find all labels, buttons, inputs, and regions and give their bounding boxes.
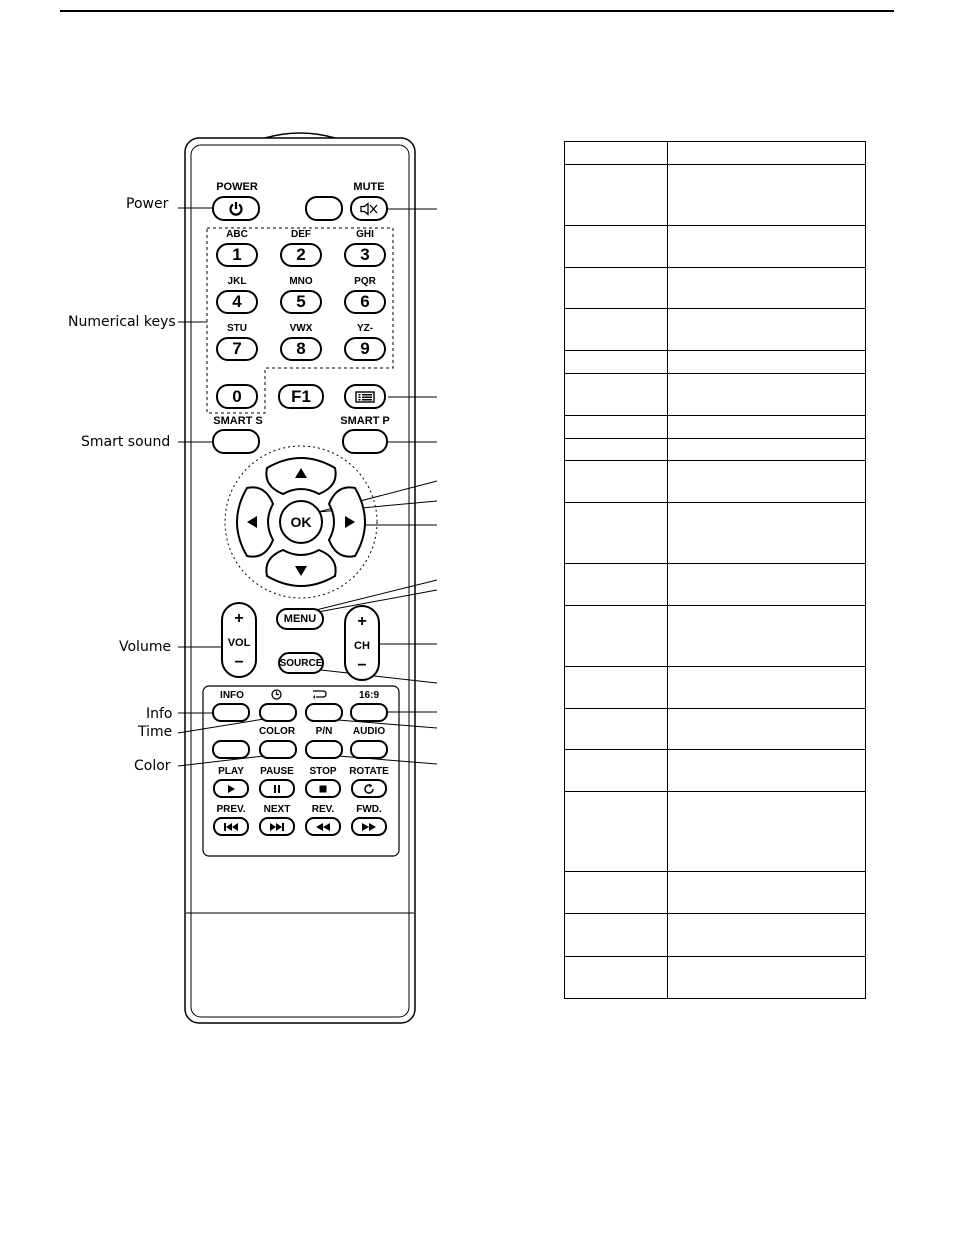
play-icon [226, 784, 236, 794]
letters-8: VWX [289, 323, 313, 334]
table-cell [668, 268, 866, 309]
table-cell [668, 750, 866, 792]
fwd-button[interactable] [351, 817, 387, 836]
letters-1: ABC [226, 229, 248, 240]
callout-color: Color [134, 758, 171, 774]
stop-icon [318, 784, 328, 794]
table-row [565, 709, 866, 750]
table-row [565, 226, 866, 268]
letters-3: GHI [356, 229, 374, 240]
list-icon [355, 391, 375, 403]
table-row [565, 872, 866, 914]
table-cell [565, 503, 668, 564]
rev-button[interactable] [305, 817, 341, 836]
callout-smart-sound: Smart sound [81, 434, 171, 450]
table-cell [565, 439, 668, 461]
key-0[interactable]: 0 [216, 384, 258, 409]
key-3[interactable]: 3 [344, 243, 386, 267]
smart-p-label: SMART P [340, 415, 390, 427]
volume-plus: + [234, 610, 244, 627]
table-row [565, 439, 866, 461]
list-button[interactable] [344, 384, 386, 409]
table-cell [668, 564, 866, 606]
table-row [565, 165, 866, 226]
next-icon [269, 822, 285, 832]
table-cell [668, 165, 866, 226]
color-label: COLOR [258, 726, 296, 737]
key-4[interactable]: 4 [216, 290, 258, 314]
table-row [565, 750, 866, 792]
key-6[interactable]: 6 [344, 290, 386, 314]
table-cell [565, 667, 668, 709]
callout-volume: Volume [119, 639, 172, 655]
table-cell [565, 750, 668, 792]
play-button[interactable] [213, 779, 249, 798]
table-cell [565, 957, 668, 999]
letters-6: PQR [354, 276, 376, 287]
table-cell [668, 309, 866, 351]
channel-plus: + [357, 613, 367, 630]
forward-icon [361, 822, 377, 832]
blank-top-button[interactable] [305, 196, 343, 221]
power-icon [228, 201, 244, 217]
info-label: INFO [220, 690, 244, 701]
table-row [565, 268, 866, 309]
table-cell [668, 709, 866, 750]
table-row [565, 503, 866, 564]
table-cell [565, 914, 668, 957]
stop-label: STOP [309, 766, 337, 777]
pause-icon [272, 784, 282, 794]
table-row [565, 142, 866, 165]
power-button[interactable] [212, 196, 260, 221]
rev-label: REV. [311, 804, 335, 815]
letters-2: DEF [291, 229, 311, 240]
fwd-label: FWD. [356, 804, 382, 815]
table-row [565, 957, 866, 999]
rewind-icon [315, 822, 331, 832]
callout-power: Power [126, 196, 169, 212]
table-cell [668, 374, 866, 416]
letters-4: JKL [227, 276, 247, 287]
aspect-button[interactable] [350, 703, 388, 722]
callout-numerical-keys: Numerical keys [68, 314, 176, 330]
table-row [565, 416, 866, 439]
info-button[interactable] [212, 703, 250, 722]
table-cell [565, 461, 668, 503]
callout-info: Info [146, 706, 173, 722]
return-icon [311, 689, 327, 699]
table-row [565, 374, 866, 416]
leader-source [321, 670, 437, 683]
table-cell [668, 461, 866, 503]
table-cell [668, 351, 866, 374]
clock-icon [271, 689, 282, 700]
mute-button[interactable] [350, 196, 388, 221]
table-cell [668, 439, 866, 461]
table-cell [565, 606, 668, 667]
table-cell [565, 872, 668, 914]
rotate-icon [363, 783, 375, 795]
table-cell [668, 914, 866, 957]
aspect-label: 16:9 [358, 690, 380, 701]
table-cell [565, 374, 668, 416]
channel-minus: − [357, 657, 367, 674]
blank-button[interactable] [212, 740, 250, 759]
key-9[interactable]: 9 [344, 337, 386, 361]
next-button[interactable] [259, 817, 295, 836]
table-cell [565, 142, 668, 165]
table-row [565, 606, 866, 667]
table-row [565, 914, 866, 957]
letters-7: STU [227, 323, 247, 334]
callout-time: Time [138, 724, 173, 740]
return-button[interactable] [305, 703, 343, 722]
audio-button[interactable] [350, 740, 388, 759]
play-label: PLAY [218, 766, 244, 777]
table-cell [565, 792, 668, 872]
pn-label: P/N [315, 726, 333, 737]
table-cell [668, 792, 866, 872]
volume-rocker[interactable] [221, 602, 257, 678]
key-1[interactable]: 1 [216, 243, 258, 267]
table-row [565, 461, 866, 503]
table-cell [565, 226, 668, 268]
table-cell [565, 351, 668, 374]
prev-icon [223, 822, 239, 832]
table-cell [668, 226, 866, 268]
table-row [565, 564, 866, 606]
letters-9: YZ- [356, 323, 374, 334]
table-cell [668, 503, 866, 564]
table-cell [668, 957, 866, 999]
ok-button[interactable]: OK [290, 514, 312, 530]
pause-button[interactable] [259, 779, 295, 798]
rotate-button[interactable] [351, 779, 387, 798]
next-label: NEXT [263, 804, 291, 815]
table-cell [565, 416, 668, 439]
key-8[interactable]: 8 [280, 337, 322, 361]
key-2[interactable]: 2 [280, 243, 322, 267]
volume-label: VOL [227, 637, 251, 649]
mute-label: MUTE [353, 181, 385, 193]
table-cell [668, 667, 866, 709]
source-button[interactable]: SOURCE [278, 652, 324, 674]
letters-5: MNO [289, 276, 313, 287]
table-cell [668, 142, 866, 165]
power-label: POWER [216, 181, 258, 193]
stop-button[interactable] [305, 779, 341, 798]
smart-s-label: SMART S [213, 415, 263, 427]
pn-button[interactable] [305, 740, 343, 759]
button-description-table [564, 141, 866, 999]
table-cell [668, 606, 866, 667]
channel-label: CH [354, 640, 370, 652]
table-row [565, 309, 866, 351]
color-button[interactable] [259, 740, 297, 759]
volume-minus: − [234, 654, 244, 671]
f1-button[interactable]: F1 [278, 384, 324, 409]
table-cell [565, 709, 668, 750]
table-cell [668, 416, 866, 439]
time-button[interactable] [259, 703, 297, 722]
table-cell [668, 872, 866, 914]
prev-label: PREV. [216, 804, 246, 815]
mute-icon [360, 202, 378, 216]
table-cell [565, 268, 668, 309]
audio-label: AUDIO [352, 726, 386, 737]
channel-rocker[interactable] [344, 605, 380, 681]
table-cell [565, 564, 668, 606]
table-cell [565, 165, 668, 226]
key-5[interactable]: 5 [280, 290, 322, 314]
menu-button[interactable]: MENU [276, 608, 324, 630]
rotate-label: ROTATE [349, 766, 389, 777]
table-row [565, 667, 866, 709]
table-row [565, 792, 866, 872]
table-cell [565, 309, 668, 351]
pause-label: PAUSE [260, 766, 294, 777]
prev-button[interactable] [213, 817, 249, 836]
table-row [565, 351, 866, 374]
key-7[interactable]: 7 [216, 337, 258, 361]
